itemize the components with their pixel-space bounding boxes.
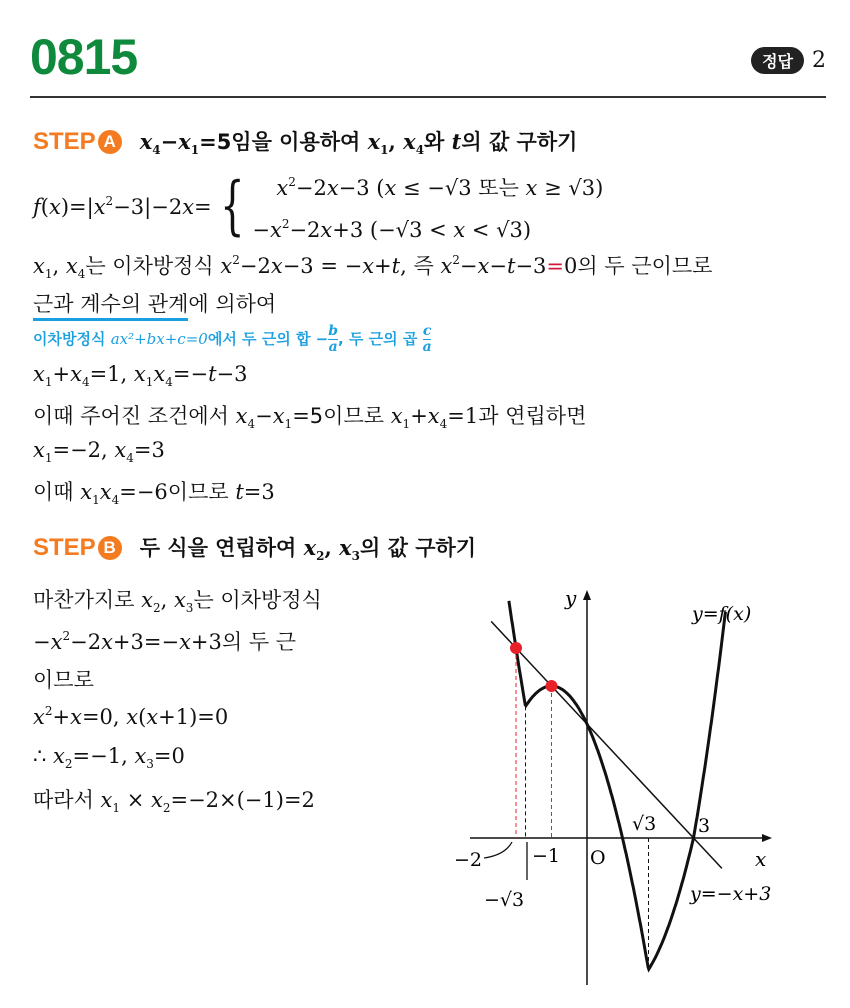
math-variable: x — [33, 438, 45, 462]
x-axis-label: x — [755, 847, 767, 871]
text-segment: = — [194, 194, 212, 219]
math-variable: x — [53, 744, 65, 768]
text-segment: ( — [138, 705, 147, 729]
text-segment: 4 — [111, 493, 120, 507]
curve-f — [509, 601, 726, 969]
intersection-point — [546, 680, 558, 692]
text-segment: 마찬가지로 — [33, 588, 142, 612]
text-segment: 3 — [146, 757, 154, 771]
curve-label: y=f(x) — [692, 603, 752, 625]
text-segment: 3 — [185, 601, 194, 615]
text-segment: 2 — [316, 549, 325, 563]
text-segment: 따라서 — [33, 788, 101, 812]
text-segment: 0 — [564, 254, 578, 278]
text-segment: 1 — [284, 417, 293, 431]
intersection-point — [510, 642, 522, 654]
math-variable: x — [173, 588, 186, 612]
text-segment: 의 값 구하기 — [461, 130, 578, 154]
math-variable: x — [235, 404, 248, 428]
math-variable: x — [150, 788, 163, 812]
math-variable: x — [93, 194, 106, 219]
text-segment: 의 두 근 — [221, 630, 297, 654]
text-segment: 1 — [44, 451, 53, 465]
y-axis-label: y — [565, 586, 577, 610]
tick-label-3: 3 — [698, 815, 711, 837]
text-segment: 1 — [380, 143, 389, 157]
text-segment: 두 식을 연립하여 — [139, 536, 304, 560]
text-segment: 2 — [152, 601, 161, 615]
line-label: y=−x+3 — [690, 883, 772, 905]
math-variable: x — [525, 176, 538, 200]
math-variable: x — [320, 218, 333, 242]
math-variable: x — [80, 480, 93, 504]
text-segment: =− — [172, 362, 209, 386]
text-segment: , — [52, 254, 66, 278]
text-segment: −3 ( — [338, 176, 385, 200]
text-segment: 이므로 — [167, 480, 236, 504]
text-segment: = — [546, 254, 565, 278]
step-letter: A — [98, 130, 122, 154]
text-segment: −2 — [289, 218, 321, 242]
text-segment: 2 — [281, 217, 290, 231]
text-segment: − — [252, 218, 270, 242]
math-variable: x — [134, 744, 147, 768]
text-segment: )=| — [60, 194, 94, 219]
text-segment: + — [410, 404, 428, 428]
math-variable: x — [367, 129, 381, 154]
text-segment: =3 — [243, 480, 275, 504]
text-segment: 4 — [126, 451, 134, 465]
math-variable: x — [384, 176, 397, 200]
text-segment: < √3) — [465, 218, 532, 242]
text-segment: =1, — [89, 362, 134, 386]
math-variable: x — [70, 362, 82, 386]
text-segment: 2 — [44, 704, 53, 718]
step-letter: B — [98, 536, 122, 560]
text-segment: + — [374, 254, 392, 278]
math-variable: x — [178, 129, 191, 154]
text-segment: 이때 주어진 조건에서 — [33, 404, 236, 428]
x-axis-arrow-icon — [762, 834, 772, 842]
text-segment: =3 — [133, 438, 165, 462]
text-segment: 2 — [232, 253, 240, 267]
y-axis-arrow-icon — [583, 590, 591, 600]
math-variable: x — [270, 254, 283, 278]
math-variable: f — [33, 194, 41, 219]
math-variable: x — [326, 176, 339, 200]
hint-text: , 두 근의 곱 — [338, 330, 423, 348]
math-variable: x — [403, 129, 416, 154]
origin-label: O — [590, 847, 606, 869]
text-segment: +3=− — [112, 630, 180, 654]
text-segment: 2 — [162, 801, 171, 815]
text-segment: 의 두 근이므로 — [577, 254, 713, 278]
problem-number: 0815 — [30, 29, 138, 85]
text-segment: 2 — [105, 193, 114, 208]
text-segment: =−6 — [119, 480, 168, 504]
text-segment: 와 — [424, 130, 452, 154]
text-segment: 4 — [439, 417, 448, 431]
text-segment: 4 — [77, 267, 86, 281]
text-segment: − — [459, 254, 478, 278]
text-segment: 는 이차방정식 — [193, 588, 322, 612]
text-segment: −3|−2 — [113, 194, 183, 219]
math-variable: t — [451, 129, 462, 154]
text-segment: + — [52, 705, 71, 729]
math-variable: x — [114, 438, 127, 462]
text-segment: 1 — [112, 801, 121, 815]
text-segment: +3 (−√3 < — [332, 218, 454, 242]
text-segment: 2 — [452, 253, 460, 267]
text-segment: 2 — [62, 629, 71, 643]
text-segment: =−1, — [72, 744, 135, 768]
tick-label-sqrt3: √3 — [632, 813, 657, 835]
text-segment: , — [160, 588, 174, 612]
text-segment: 에 의하여 — [188, 292, 277, 316]
numerator: c — [422, 323, 432, 339]
text-segment: 5이므로 — [309, 404, 391, 428]
step-label: STEP — [33, 128, 96, 155]
numerator: b — [328, 323, 339, 339]
text-segment: 4 — [152, 143, 161, 157]
tick-label-neg-sqrt3: −√3 — [484, 889, 525, 911]
text-segment: ( — [40, 194, 49, 219]
text-segment: +1)=0 — [158, 705, 229, 729]
math-variable: x — [100, 788, 113, 812]
tick-label-neg2: −2 — [454, 849, 483, 871]
text-segment: − — [160, 129, 179, 154]
math-variable: x — [362, 254, 375, 278]
math-variable: x — [65, 254, 78, 278]
text-segment: 2 — [288, 175, 296, 189]
math-variable: x — [182, 194, 195, 219]
text-segment: −3 — [515, 254, 547, 278]
text-segment: × — [120, 788, 151, 812]
answer-badge: 정답 — [751, 47, 804, 74]
math-variable: x — [48, 194, 61, 219]
math-variable: x — [141, 588, 153, 612]
text-segment: ≥ √3) — [537, 176, 604, 200]
math-variable: x — [453, 218, 466, 242]
text-segment: 또는 — [478, 176, 526, 200]
math-variable: x — [269, 218, 282, 242]
tick-label-neg1: −1 — [532, 845, 561, 867]
math-variable: x — [339, 535, 352, 560]
text-segment: − — [489, 254, 507, 278]
brace: { — [219, 169, 245, 243]
math-variable: x — [33, 254, 45, 278]
math-variable: x — [33, 362, 45, 386]
math-variable: x — [477, 254, 490, 278]
math-variable: t — [391, 254, 401, 278]
denominator: a — [328, 339, 338, 355]
math-variable: x — [99, 480, 112, 504]
text-segment: 이므로 — [33, 668, 94, 692]
text-segment: 4 — [165, 375, 173, 389]
math-variable: t — [208, 362, 217, 386]
text-segment: 3 — [351, 549, 361, 563]
math-variable: x — [440, 254, 453, 278]
text-segment: , — [388, 129, 404, 154]
text-segment: + — [52, 362, 71, 386]
text-segment: 1 — [145, 375, 154, 389]
math-variable: t — [235, 480, 244, 504]
text-segment: 이때 — [33, 480, 81, 504]
text-segment: = — [292, 404, 310, 428]
math-variable: t — [506, 254, 516, 278]
text-segment: =−2×(−1)=2 — [170, 788, 315, 812]
hint-text: 이차방정식 — [33, 330, 111, 348]
text-segment: 2 — [64, 757, 73, 771]
math-variable: x — [390, 404, 403, 428]
text-segment: 4 — [81, 375, 90, 389]
text-segment: 5임을 이용하여 — [216, 130, 368, 154]
text-segment: =1 — [447, 404, 479, 428]
text-segment: ∴ — [33, 744, 54, 768]
text-segment: −2 — [70, 630, 102, 654]
text-segment: +3 — [190, 630, 222, 654]
math-variable: x — [146, 705, 159, 729]
text-segment: 즉 — [413, 254, 441, 278]
math-variable: x — [139, 129, 153, 154]
text-segment: −2 — [295, 176, 327, 200]
text-segment: 1 — [190, 143, 200, 157]
math-variable: x — [70, 705, 82, 729]
text-segment: ≤ −√3 — [396, 176, 479, 200]
text-segment: , — [324, 535, 340, 560]
hint-equation: ax²+bx+c=0 — [110, 330, 208, 348]
text-segment: 4 — [247, 417, 256, 431]
text-segment: 4 — [415, 143, 425, 157]
math-variable: x — [126, 705, 139, 729]
text-segment: =0, — [81, 705, 127, 729]
text-segment: −2 — [239, 254, 271, 278]
text-segment: = — [199, 129, 217, 154]
step-label: STEP — [33, 534, 96, 561]
math-variable: x — [427, 404, 440, 428]
text-segment: 1 — [44, 267, 53, 281]
text-segment: 1 — [402, 417, 411, 431]
math-variable: x — [153, 362, 166, 386]
answer-value: 2 — [812, 48, 826, 73]
math-variable: x — [220, 254, 233, 278]
math-variable: x — [133, 362, 146, 386]
text-segment: −3 = − — [282, 254, 363, 278]
text-segment: 는 이차방정식 — [85, 254, 221, 278]
text-segment: 1 — [92, 493, 100, 507]
math-variable: x — [179, 630, 191, 654]
underlined-term: 근과 계수의 관계 — [33, 292, 188, 321]
text-segment: −3 — [216, 362, 248, 386]
text-segment: − — [33, 630, 51, 654]
math-variable: x — [33, 705, 45, 729]
text-segment: 과 연립하면 — [478, 404, 587, 428]
pointer-neg2 — [484, 842, 512, 858]
math-variable: x — [276, 176, 289, 200]
math-variable: x — [50, 630, 63, 654]
text-segment: − — [255, 404, 273, 428]
text-segment: =0 — [153, 744, 185, 768]
math-variable: x — [303, 535, 317, 560]
math-variable: x — [101, 630, 113, 654]
hint-text: 에서 두 근의 합 − — [207, 330, 329, 348]
text-segment: 1 — [44, 375, 53, 389]
text-segment: 의 값 구하기 — [360, 536, 477, 560]
math-variable: x — [272, 404, 285, 428]
text-segment: , — [400, 254, 414, 278]
text-segment: =−2, — [52, 438, 115, 462]
denominator: a — [422, 339, 432, 355]
